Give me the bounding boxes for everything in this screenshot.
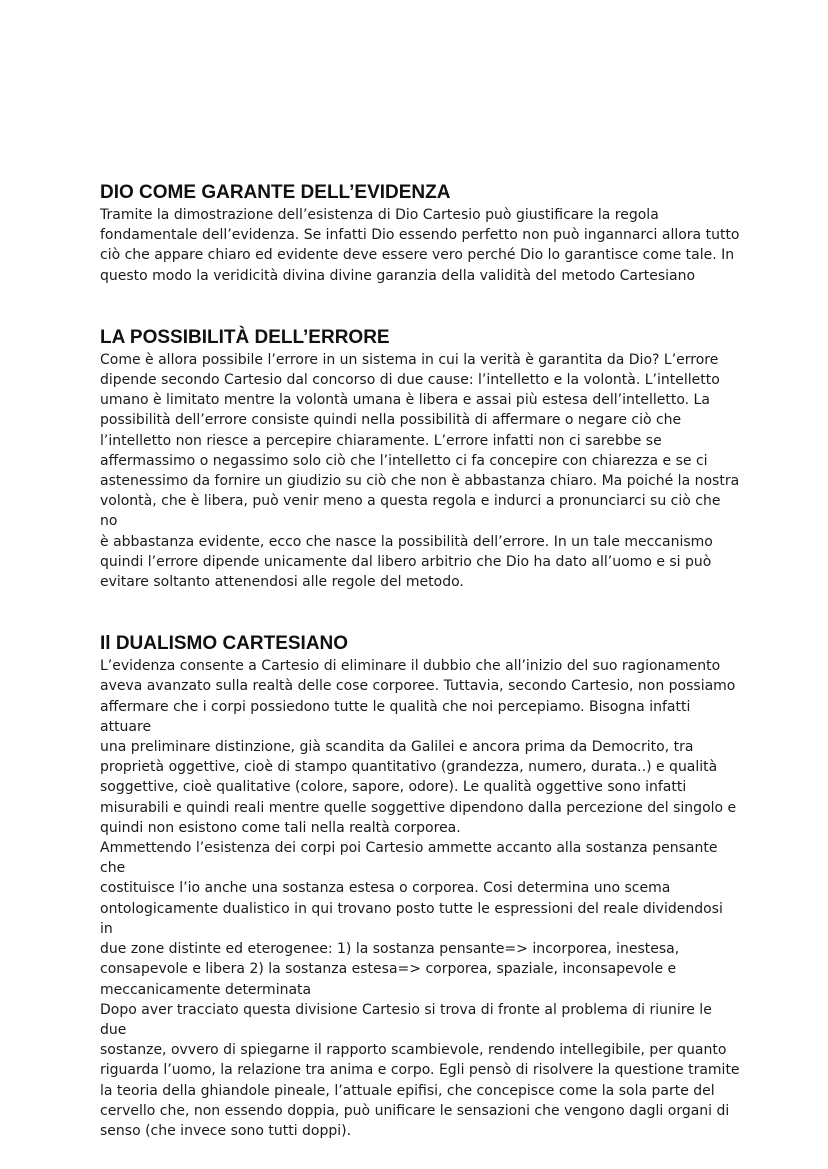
section-title: Il DUALISMO CARTESIANO [100,633,349,655]
section-possibilita-errore [100,326,740,592]
section-paragraph: Come è allora possibile l’errore in un sistema in cui la verità è garantita da Dio? L’errore dipende secondo Cartesio dal concorso di due cause: l’intelletto e la volontà. L’intelletto umano è limitato mentre la volontà umana è libera e assai più estesa dell’intelletto. La possibilità dell’errore consiste quindi nella possibilità di affermare o negare ciò che l’intelletto non riesce a percepire chiaramente. L’errore infatti non ci sarebbe se affermassimo o negassimo solo ciò che l’intelletto ci fa concepire con chiarezza e se ci astenessimo da fornire un giudizio su ciò che non è abbastanza chiaro. Ma poiché la nostra volontà, che è libera, può venir meno a questa regola e indurci a pronunciarci su ciò che no è abbastanza evidente, ecco che nasce la possibilità dell’errore. In un tale meccanismo quindi l’errore dipende unicamente dal libero arbitrio che Dio ha dato all’uomo e si può evitare soltanto attenendosi alle regole del metodo. [100,351,740,591]
section-dualismo-cartesiano [100,632,740,1141]
section-title: DIO COME GARANTE DELL’EVIDENZA [100,182,451,203]
document-content [100,181,740,1141]
section-paragraph: Tramite la dimostrazione dell’esistenza di Dio Cartesio può giustificare la regola fondamentale dell’evidenza. Se infatti Dio essendo perfetto non può ingannarci allora tutto ciò che appare chiaro ed evidente deve essere vero perché Dio lo garantisce come tale. In questo modo la veridicità divina divine garanzia della validità del metodo Cartesiano [100,207,740,284]
section-title: LA POSSIBILITÀ DELL’ERRORE [100,326,390,348]
section-dio-garante [100,181,740,286]
section-paragraph: L’evidenza consente a Cartesio di eliminare il dubbio che all’inizio del suo ragionamento aveva avanzato sulla realtà delle cose corporee. Tuttavia, secondo Cartesio, non possiamo affermare che i corpi possiedono tutte le qualità che noi percepiamo. Bisogna infatti attuare una preliminare distinzione, già scandita da Galilei e ancora prima da Democrito, tra proprietà oggettive, cioè di stampo quantitativo (grandezza, numero, durata..) e qualità soggettive, cioè qualitative (colore, sapore, odore). Le qualità oggettive sono infatti misurabili e quindi reali mentre quelle soggettive dipendono dalla percezione del singolo e quindi non esistono come tali nella realtà corporea. Ammettendo l’esistenza dei corpi poi Cartesio ammette accanto alla sostanza pensante che costituisce l’io anche una sostanza estesa o corporea. Cosi determina uno scema ontologicamente dualistico in qui trovano posto tutte le espressioni del reale dividendosi in due zone distinte ed eterogenee: 1) la sostanza pensante=> incorporea, inestesa, consapevole e libera 2) la sostanza estesa=> corporea, spaziale, inconsapevole e meccanicamente determinata Dopo aver tracciato questa divisione Cartesio si trova di fronte al problema di riunire le due sostanze, ovvero di spiegarne il rapporto scambievole, rendendo intellegibile, per quanto riguarda l’uomo, la relazione tra anima e corpo. Egli pensò di risolvere la questione tramite la teoria della ghiandole pineale, l’attuale epifisi, che concepisce come la sola parte del cervello che, non essendo doppia, può unificare le sensazioni che vengono dagli organi di senso (che invece sono tutti doppi). [100,658,740,1139]
